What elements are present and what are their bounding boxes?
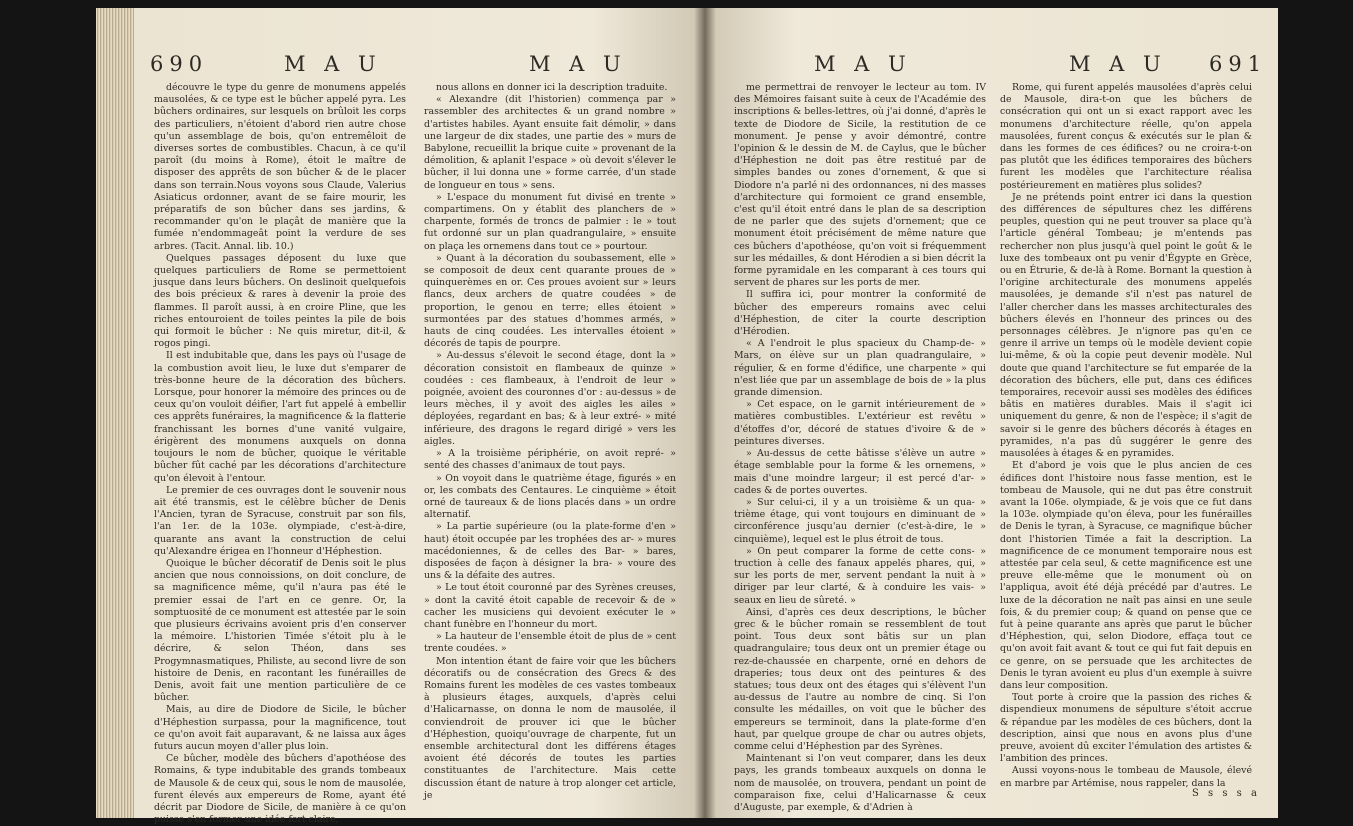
text-column-right xyxy=(424,82,676,801)
paragraph: Je ne prétends point entrer ici dans la question des différences de sépultures chez les différens peuples, question qui ne peut trouver sa place qu'à l'article général Tombeau; je m'entends pas rechercher non plus jusqu'à quel point le goût & le luxe des tombeaux ont pu venir d'Égypte en Grèce, ou en Étrurie, & de-là à Rome. Bornant la question à l'origine architecturale des monumens appelés mausolées, je demande s'il n'est pas naturel de l'aller chercher dans les masses architecturales des bûchers élevés en l'honneur des princes ou des personnages célèbres. Je n'ignore pas qu'en ce genre il arrive un temps où le modèle devient copie lui-même, & où la copie peut devenir modèle. Nul doute que quand l'architecture se fut emparée de la décoration des bûchers, elle put, dans ces édifices temporaires, recevoir aussi ses modèles des édifices bâtis en matières durables. Mais il s'agit ici uniquement du genre, & non de l'espèce; il s'agit de savoir si le genre des bûchers décorés à étages en pyramides, n'a pas dû suggérer le genre des mausolées à étages & en pyramides. xyxy=(1000,191,1252,460)
paragraph: » La hauteur de l'ensemble étoit de plus de » cent trente coudées. » xyxy=(424,631,676,655)
paragraph: « Alexandre (dit l'historien) commença par » rassembler des architectes & un grand nombre » d'artistes habiles. Ayant ensuite fait démolir, » dans une largeur de dix stades, une partie des » murs de Babylone, recueillit la brique cuite » provenant de la démolition, & aplanit l'espace » où devoit s'élever le bûcher, il lui donna une » forme carrée, d'un stade de longueur en tous » sens. xyxy=(424,94,676,191)
page-number: 690 xyxy=(150,52,209,76)
paragraph: » On peut comparer la forme de cette cons- » truction à celle des fanaux appelés phares, qui, » sur les ports de mer, servent pendant la nuit à » diriger par leur clarté, & à conduire les vais- » seaux en lieu de sûreté. » xyxy=(734,545,986,606)
page-edges xyxy=(96,8,134,818)
right-page xyxy=(704,8,1278,818)
paragraph: Mais, au dire de Diodore de Sicile, le bûcher d'Héphestion surpassa, pour la magnificence, tout ce qu'on avoit fait auparavant, & ne laissa aux âges futurs aucun moyen d'aller plus loin. xyxy=(154,704,406,752)
paragraph: Le premier de ces ouvrages dont le souvenir nous ait été transmis, est le célèbre bûcher de Denis l'Ancien, tyran de Syracuse, construit par son fils, l'an 1er. de la 103e. olympiade, c'est-à-dire, quarante ans avant la construction de celui qu'Alexandre érigea en l'honneur d'Héphestion. xyxy=(154,484,406,557)
paragraph: » La partie supérieure (ou la plate-forme d'en » haut) étoit occupée par les trophées des ar- » mures macédoniennes, & de celles des Bar- » bares, disposées de façon à désigner la bra- » voure des uns & la défaite des autres. xyxy=(424,521,676,582)
paragraph: » L'espace du monument fut divisé en trente » compartimens. On y établit des planchers de » charpente, formés de troncs de palmier : le » tout fut ordonné sur un plan quadrangulaire, » ensuite on plaça les ornemens dans tout ce » pourtour. xyxy=(424,191,676,252)
left-page-header xyxy=(134,52,704,80)
paragraph: « A l'endroit le plus spacieux du Champ-de- » Mars, on élève sur un plan quadrangulaire, » régulier, & en forme d'édifice, une charpente » qui n'est liée que par un assemblage de bois de » la plus grande dimension. xyxy=(734,338,986,399)
text-column-left xyxy=(734,82,986,813)
paragraph: Ainsi, d'après ces deux descriptions, le bûcher grec & le bûcher romain se ressemblent de tout point. Tous deux sont bâtis sur un plan quadrangulaire; tous deux ont un premier étage ou rez-de-chaussée en charpente, orné en dehors de draperies; tous deux ont des peintures & des statues; tous deux ont des étages qui s'élèvent l'un au-dessus de l'autre au nombre de cinq. Si l'on consulte les médailles, on voit que le bûcher des empereurs se terminoit, dans la plate-forme d'en haut, par quelque groupe de char ou autres objets, comme celui d'Héphestion par des Syrènes. xyxy=(734,606,986,752)
text-column-left xyxy=(154,82,406,826)
paragraph: Ce bûcher, modèle des bûchers d'apothéose des Romains, & type indubitable des grands tombeaux de Mausole & de ceux qui, sous le nom de mausolée, furent élevés aux empereurs de Rome, ayant été décrit par Diodore de Sicile, de manière à ce qu'on puisse s'en former une idée fort claire, xyxy=(154,753,406,826)
paragraph: Il est indubitable que, dans les pays où l'usage de la combustion avoit lieu, le luxe dut s'emparer de très-bonne heure de la décoration des bûchers. Lorsque, pour honorer la mémoire des princes ou de ceux qu'on vouloit déifier, l'art fut appelé à embellir ces apprêts funéraires, la magnificence & la flatterie franchissant les bornes d'une vanité vulgaire, érigèrent des monumens auxquels on donna toujours le nom de bûcher, quoique le véritable bûcher fût caché par les décorations d'architecture qu'on élevoit à l'entour. xyxy=(154,350,406,484)
paragraph: nous allons en donner ici la description traduite. xyxy=(436,82,668,93)
paragraph: » Quant à la décoration du soubassement, elle » se composoit de deux cent quarante proues de » quinquerèmes en or. Ces proues avoient sur » leurs flancs, deux archers de quatre coudées » de proportion, le genou en terre; elles étoient » surmontées par des statues d'hommes armés, » hauts de cinq coudées. Les intervalles étoient » décorés de tapis de pourpre. xyxy=(424,252,676,350)
paragraph: » Sur celui-ci, il y a un troisième & un qua- » trième étage, qui vont toujours en diminuant de » circonférence jusqu'au dernier (c'est-à-dire, le » cinquième), lequel est le plus étroit de tous. xyxy=(734,496,986,545)
book-gutter xyxy=(694,8,716,818)
paragraph: » Au-dessus s'élevoit le second étage, dont la » décoration consistoit en flambeaux de quinze » coudées : ces flambeaux, à l'endroit de leur » poignée, avoient des couronnes d'or : au-dessus » de leurs mèches, il y avoit des aigles les ailes » déployées, regardant en bas; & à leur extré- » mité inférieure, des dragons le regard dirigé » vers les aigles. xyxy=(424,350,676,447)
paragraph: Mon intention étant de faire voir que les bûchers décoratifs ou de consécration des Grecs & des Romains furent les modèles de ces vastes tombeaux à plusieurs étages, auxquels, d'après celui d'Halicarnasse, on donna le nom de mausolée, il conviendroit de prouver ici que le bûcher d'Héphestion, quoiqu'ouvrage de charpente, fut un ensemble architectural dont les différens étages avoient été décorés de toutes les parties constituantes de l'architecture. Mais cette discussion étant de nature à trop alonger cet article, je xyxy=(424,655,676,801)
paragraph: découvre le type du genre de monumens appelés mausolées, & ce type est le bûcher appelé pyra. Les bûchers ordinaires, sur lesquels on brûloit les corps des particuliers, n'étoient d'abord rien autre chose qu'un assemblage de bois, qu'on entremêloit de diverses sortes de combustibles. Chacun, à ce qu'il paroît (du moins à Rome), étoit le maître de disposer des apprêts de son bûcher & de le placer dans son terrain.Nous voyons sous Claude, Valerius Asiaticus ordonner, avant de se faire mourir, les préparatifs de son bûcher dans ses jardins, & recommander qu'on le plaçât de manière que la fumée n'endommageât point la verdure de ses arbres. (Tacit. Annal. lib. 10.) xyxy=(154,82,406,252)
paragraph: » Au-dessus de cette bâtisse s'élève un autre » étage semblable pour la forme & les ornemens, » mais d'une moindre largeur; il est percé d'ar- » cades & de portes ouvertes. xyxy=(734,448,986,496)
running-head: M A U xyxy=(814,52,912,76)
paragraph: Tout porte à croire que la passion des riches & dispendieux monumens de sépulture s'étoit accrue & répandue par les modèles de ces bûchers, dont la description, ainsi que nous en avons plus d'une preuve, avoient dû exciter l'émulation des artistes & l'ambition des princes. xyxy=(1000,692,1252,765)
paragraph: » A la troisième périphérie, on avoit repré- » senté des chasses d'animaux de tout pays. xyxy=(424,448,676,472)
paragraph: Rome, qui furent appelés mausolées d'après celui de Mausole, dira-t-on que les bûchers de consécration qui ont un si exact rapport avec les monumens d'architecture réelle, qu'on appela mausolées, furent conçus & exécutés sur le plan & dans les formes de ces édifices? ou ne croira-t-on pas plutôt que les édifices temporaires des bûchers furent les modèles que l'architecture réalisa postérieurement en matières plus solides? xyxy=(1000,82,1252,191)
open-book xyxy=(96,8,1278,826)
paragraph: Quoique le bûcher décoratif de Denis soit le plus ancien que nous connoissions, on doit conclure, de sa magnificence même, qu'il n'aura pas été le premier essai de l'art en ce genre. Or, la somptuosité de ce monument est attestée par le soin que plusieurs écrivains avoient pris d'en conserver la mémoire. L'historien Timée s'étoit plu à le décrire, & selon Théon, dans ses Progymnasmatiques, Philiste, au second livre de son histoire de Denis, en racontant les funérailles de Denis, avoit fait une mention particulière de ce bûcher. xyxy=(154,557,406,704)
paragraph: » Cet espace, on le garnit intérieurement de » matières combustibles. L'extérieur est revêtu » d'étoffes d'or, décoré de statues d'ivoire & de » peintures diverses. xyxy=(734,399,986,447)
running-head: M A U xyxy=(529,52,627,76)
paragraph: Et d'abord je vois que le plus ancien de ces édifices dont l'histoire nous fasse mention, est le tombeau de Mausole, qui ne dut pas être construit avant la 106e. olympiade, & je vois que ce fut dans la 103e. olympiade qu'on éleva, pour les funérailles de Denis le tyran, à Syracuse, ce magnifique bûcher dont l'historien Timée a fait la description. La magnificence de ce monument temporaire nous est attestée par cela seul, & cette magnificence est une preuve elle-même que le monument où on l'appliqua, avoit été déjà précédé par d'autres. Le luxe de la décoration ne naît pas ainsi en une seule fois, & du premier coup; & quand on pense que ce fut à peine quarante ans après que parut le bûcher d'Héphestion, qui, selon Diodore, effaça tout ce qu'on avoit fait avant & tout ce qui fut fait depuis en ce genre, on se persuade que les architectes de Denis le tyran avoient eu plus d'un exemple à suivre dans leur composition. xyxy=(1000,460,1252,691)
paragraph: Quelques passages déposent du luxe que quelques particuliers de Rome se permettoient jusque dans leurs bûchers. On deslinoit quelquefois des bois précieux & rares à devenir la proie des flammes. Il paroît aussi, à en croire Pline, que les riches entouroient de toiles peintes la pile de bois qui formoit le bûcher : Ne quis miretur, dit-il, & rogos pingi. xyxy=(154,252,406,350)
paragraph: me permettrai de renvoyer le lecteur au tom. IV des Mémoires faisant suite à ceux de l'Académie des inscriptions & belles-lettres, où j'ai donné, d'après le texte de Diodore de Sicile, la restitution de ce monument. Je pense y avoir démontré, contre l'opinion & le dessin de M. de Caylus, que le bûcher d'Héphestion ne doit pas être restitué par de simples bandes ou zones d'ornement, & que si Diodore n'a parlé ni des ordonnances, ni des masses d'architecture qui formoient ce grand ensemble, c'est qu'il étoit entré dans le plan de sa description de ne parler que des sujets d'ornement; que ce monument étoit précisément de même nature que ces bûchers d'apothéose, qu'on voit si fréquemment sur les médailles, & dont Hérodien a si bien décrit la forme pyramidale en les comparant à ces tours qui servent de phares sur les ports de mer. xyxy=(734,82,986,289)
right-page-header xyxy=(704,52,1278,80)
paragraph: Il suffira ici, pour montrer la conformité de bûcher des empereurs romains avec celui d'Héphestion, de citer la courte description d'Hérodien. xyxy=(734,289,986,338)
paragraph: » On voyoit dans le quatrième étage, figurés » en or, les combats des Centaures. Le cinquième » étoit orné de taureaux & de lions placés dans » un ordre alternatif. xyxy=(424,472,676,521)
paragraph: Maintenant si l'on veut comparer, dans les deux pays, les grands tombeaux auxquels on donna le nom de mausolée, on trouvera, pendant un point de comparaison fixe, celui d'Halicarnasse & ceux d'Auguste, par exemple, & d'Adrien à xyxy=(734,753,986,813)
signature-mark: S s s s a xyxy=(1192,788,1260,799)
running-head: M A U xyxy=(284,52,382,76)
paragraph: Aussi voyons-nous le tombeau de Mausole, élevé en marbre par Artémise, nous rappeler, dans la xyxy=(1000,765,1252,789)
page-number: 691 xyxy=(1209,52,1268,76)
text-column-right xyxy=(1000,82,1252,789)
running-head: M A U xyxy=(1069,52,1167,76)
paragraph: » Le tout étoit couronné par des Syrènes creuses, » dont la cavité étoit capable de recevoir & de » cacher les musiciens qui devoient exécuter le » chant funèbre en l'honneur du mort. xyxy=(424,582,676,630)
left-page xyxy=(134,8,704,826)
